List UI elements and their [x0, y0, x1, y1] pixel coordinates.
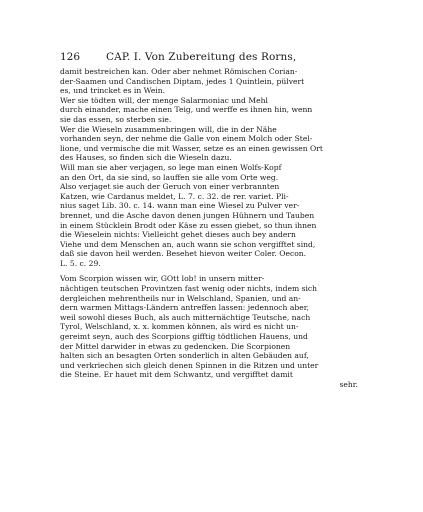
text-line: lione, und vermische die mit Wasser, setze es an einen gewissen Ort [60, 143, 323, 153]
text-line: durch einander, mache einen Teig, und werffe es ihnen hin, wenn [60, 105, 313, 115]
catchword: sehr. [339, 380, 358, 389]
text-line: es, und trincket es in Wein. [60, 86, 166, 96]
text-line: die Steine. Er hauet mit dem Schwantz, und vergifftet damit [60, 370, 293, 380]
text-line: weil sowohl dieses Buch, als auch mitternächtige Teutsche, nach [60, 312, 311, 322]
page-number: 126 [60, 51, 81, 63]
body-text [60, 67, 360, 390]
text-line: des Hauses, so finden sich die Wieseln dazu. [60, 153, 232, 163]
paragraph-burnt-cat-smell [60, 182, 360, 268]
text-line: der-Saamen und Candischen Diptam, jedes 1 Quintlein, pülvert [60, 76, 305, 86]
text-line: Also verjaget sie auch der Geruch von einer verbrannten [60, 182, 280, 192]
text-line: L. 5. c. 29. [60, 258, 101, 268]
paragraph-gathering-weasels [60, 125, 360, 163]
paragraph-killing-weasels [60, 96, 360, 125]
text-line: an den Ort, da sie sind, so lauffen sie alle vom Orte weg. [60, 172, 279, 182]
text-line: dergleichen mehrentheils nur in Welschland, Spanien, und an- [60, 293, 301, 303]
text-line: Katzen, wie Cardanus meldet, L. 7. c. 32. de rer. variet. Pli- [60, 191, 289, 201]
paragraph-scorpion [60, 274, 360, 380]
text-line: Viehe und dem Menschen an, auch wann sie schon vergifftet sind, [60, 239, 316, 249]
text-line: nächtigen teutschen Provintzen fast wenig oder nichts, indem sich [60, 284, 318, 294]
text-line: in einem Stücklein Brodt oder Käse zu essen giebet, so thun ihnen [60, 220, 317, 230]
text-line: daß sie davon heil werden. Besehet hievon weiter Coler. Oecon. [60, 249, 307, 259]
text-line: Vom Scorpion wissen wir, GOtt lob! in unsern mitter- [60, 274, 265, 284]
text-line: brennet, und die Asche davon denen jungen Hühnern und Tauben [60, 210, 315, 220]
text-line: damit bestreichen kan. Oder aber nehmet Römischen Corian- [60, 67, 298, 76]
text-line: die Wieselein nichts: Vielleicht gehet dieses auch bey andern [60, 230, 296, 240]
text-line: Tyrol, Welschland, x. x. kommen können, als wird es nicht un- [60, 322, 299, 332]
text-line: halten sich an besagten Orten sonderlich in alten Gebäuden auf, [60, 351, 309, 361]
text-line: sie das essen, so sterben sie. [60, 114, 172, 124]
text-line: dern warmen Mittags-Ländern antreffen lassen: jedennoch aber, [60, 303, 309, 313]
paragraph-coriander-remedy [60, 67, 360, 96]
paragraph-driving-away [60, 163, 360, 182]
text-line: Wer sie tödten will, der menge Salarmoniac und Mehl [60, 95, 268, 105]
text-line: gereimt seyn, auch des Scorpions gifftig tödtlichen Hauens, und [60, 332, 308, 342]
page-header [60, 49, 360, 65]
text-line: vorhanden seyn, der nehme die Galle von einem Molch oder Stel- [60, 134, 313, 144]
text-line: Wer die Wieseln zusammenbringen will, die in der Nähe [60, 124, 277, 134]
text-line: nius saget Lib. 30. c. 14. wann man eine Wiesel zu Pulver ver- [60, 201, 300, 211]
text-line: der Mittel darwider in etwas zu gedencken. Die Scorpionen [60, 341, 291, 351]
text-line: Will man sie aber verjagen, so lege man einen Wolfs-Kopf [60, 162, 282, 172]
running-head: CAP. I. Von Zubereitung des Rorns, [106, 51, 297, 63]
text-line: und verkriechen sich gleich denen Spinnen in die Ritzen und unter [60, 360, 319, 370]
